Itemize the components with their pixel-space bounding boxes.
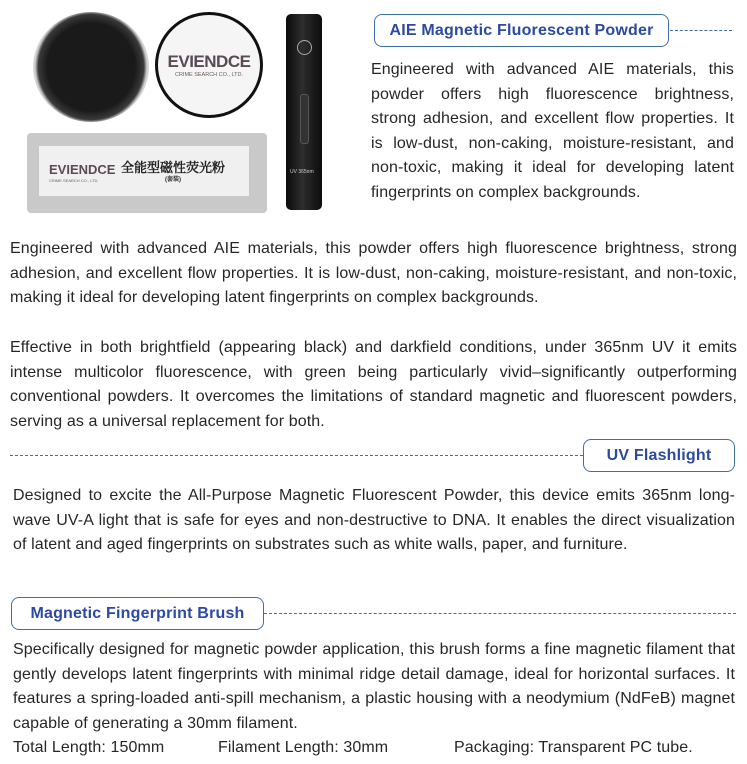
box-cn-title: 全能型磁性荧光粉 (121, 160, 226, 175)
brush-specs (13, 736, 735, 761)
spec-total-length: Total Length: 150mm (13, 739, 165, 756)
title-divider (10, 455, 583, 456)
box-label (39, 146, 249, 196)
powder-jar (33, 12, 149, 122)
flashlight-label: UV 365nm (290, 169, 314, 175)
powder-paragraph-1: Engineered with advanced AIE materials, this powder offers high fluorescence brightness, strong adhesion, and excellent flow properties. It is low-dust, non-caking, moisture-resistant, and non-toxic, making it ideal for developing latent fingerprints on complex backgrounds. (10, 240, 737, 307)
powder-paragraph-2: Effective in both brightfield (appearing black) and darkfield conditions, under 365nm UV it emits intense multicolor fluorescence, with green being particularly vivid–significantly outperforming conventional powders. It overcomes the limitations of standard magnetic and fluorescent powders, serving as a universal replacement for both. (10, 339, 737, 430)
powder-side-text: Engineered with advanced AIE materials, this powder offers high fluorescence brightness, strong adhesion, and excellent flow properties. It is low-dust, non-caking, moisture-resistant, and non-toxic, making it ideal for developing latent fingerprints on complex backgrounds. (371, 61, 734, 201)
spec-filament-length: Filament Length: 30mm (218, 739, 389, 756)
section-title-text: UV Flashlight (606, 446, 712, 464)
title-divider (670, 30, 732, 31)
flashlight-paragraph: Designed to excite the All-Purpose Magnetic Fluorescent Powder, this device emits 365nm long-wave UV-A light that is safe for eyes and non-destructive to DNA. It enables the direct visualization of latent and aged fingerprints on substrates such as white walls, paper, and furniture. (13, 487, 735, 554)
uv-flashlight-photo (286, 14, 322, 210)
section-title-text: Magnetic Fingerprint Brush (30, 604, 245, 622)
lid-brand: EVIENDCE (167, 52, 251, 71)
lid-subtitle: CRIME SEARCH CO., LTD. (174, 72, 244, 78)
spec-packaging: Packaging: Transparent PC tube. (454, 739, 693, 756)
section-title-aie-powder (374, 14, 669, 47)
section-title-brush (11, 597, 264, 630)
flashlight-switch (300, 94, 309, 144)
jar-lid (155, 12, 263, 118)
box-subtitle: CRIME SEARCH CO., LTD. (49, 178, 99, 183)
title-divider (264, 613, 736, 614)
section-title-uv-flashlight (583, 439, 735, 472)
product-photo (0, 0, 360, 228)
powder-box (27, 133, 267, 213)
box-cn-subtitle: (套装) (165, 177, 181, 183)
section-title-text: AIE Magnetic Fluorescent Powder (389, 21, 654, 39)
box-brand: EVIENDCE (49, 162, 116, 177)
brush-paragraph: Specifically designed for magnetic powder application, this brush forms a fine magnetic filament that gently develops latent fingerprints with minimal ridge detail damage, ideal for horizontal surfaces. It features a spring-loaded anti-spill mechanism, a plastic housing with a neodymium (NdFeB) magnet capable of generating a 30mm filament. (13, 641, 735, 732)
flashlight-badge (297, 40, 312, 55)
